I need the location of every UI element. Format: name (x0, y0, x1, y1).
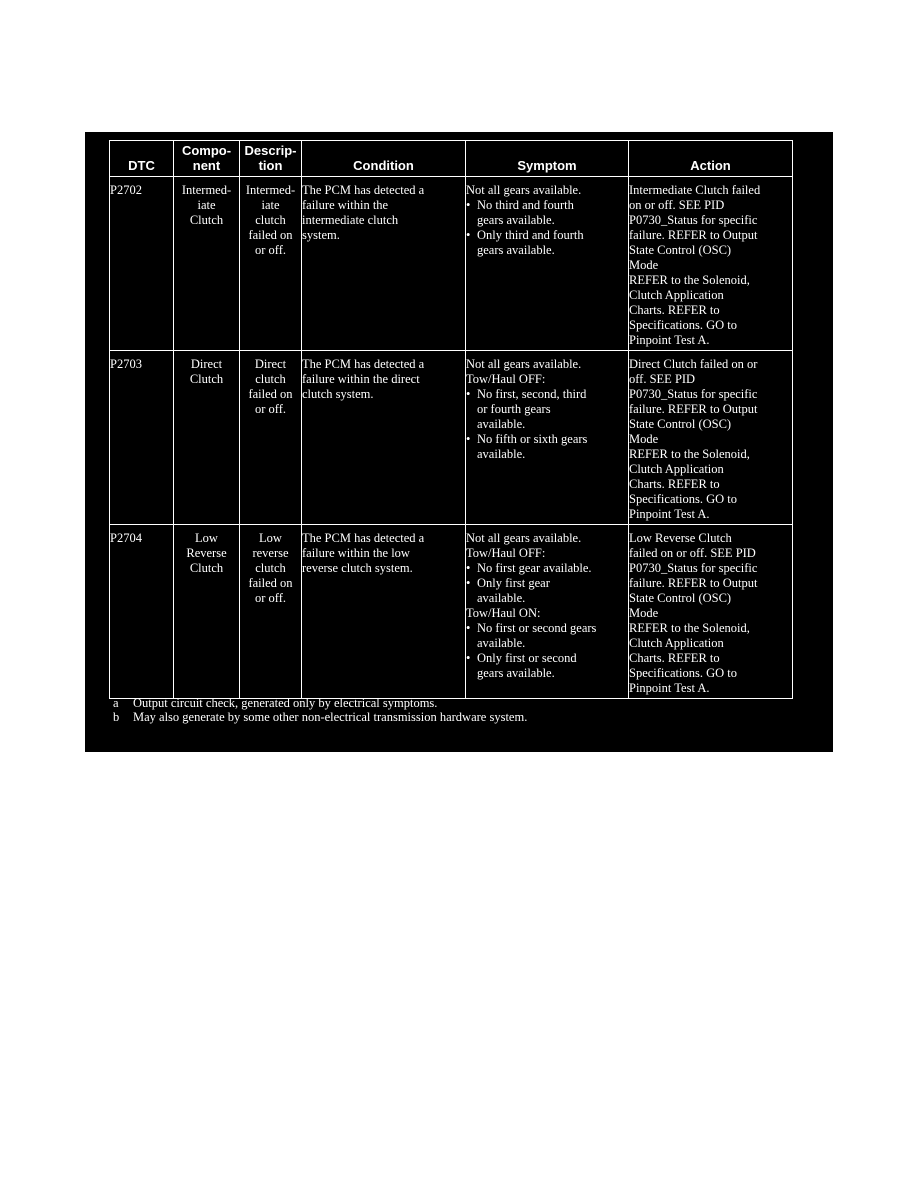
footnote-text: May also generate by some other non-electrical transmission hardware system. (133, 710, 528, 724)
action-text: failure. REFER to Output (629, 402, 758, 416)
header-dtc: DTC (110, 141, 174, 177)
action-text: Clutch Application (629, 288, 724, 302)
action-text: P0730_Status for specific (629, 213, 758, 227)
bullet-icon: • (466, 198, 471, 212)
component-cell (174, 525, 240, 699)
symptom-bullet (466, 576, 628, 591)
dtc-table (109, 140, 793, 699)
component-text: iate (197, 198, 216, 212)
footnote-text: Output circuit check, generated only by electrical symptoms. (133, 696, 438, 710)
table-row (110, 525, 793, 699)
action-text: Intermediate Clutch failed (629, 183, 761, 197)
symptom-cell (466, 525, 629, 699)
symptom-bullet-text: No first or second gears (477, 621, 597, 635)
action-text: Pinpoint Test A. (629, 681, 710, 695)
action-text: Mode (629, 258, 659, 272)
symptom-cell (466, 351, 629, 525)
action-text: Charts. REFER to (629, 303, 720, 317)
action-text: Mode (629, 606, 659, 620)
condition-text: intermediate clutch (302, 213, 399, 227)
symptom-bullet (466, 228, 628, 243)
component-text: Low (195, 531, 218, 545)
bullet-icon: • (466, 432, 471, 446)
symptom-bullet (466, 387, 628, 402)
symptom-bullet-text: or fourth gears (477, 402, 551, 416)
condition-text: The PCM has detected a (302, 357, 425, 371)
symptom-bullet-text: gears available. (477, 213, 555, 227)
header-description: Descrip- tion (240, 141, 302, 177)
bullet-icon: • (466, 561, 471, 575)
description-text: clutch (255, 561, 286, 575)
description-text: reverse (252, 546, 289, 560)
description-text: or off. (254, 591, 286, 605)
header-component: Compo- nent (174, 141, 240, 177)
action-text: State Control (OSC) (629, 591, 732, 605)
condition-cell (302, 351, 466, 525)
symptom-bullet-text: No fifth or sixth gears (477, 432, 588, 446)
component-cell (174, 351, 240, 525)
action-text: Direct Clutch failed on or (629, 357, 758, 371)
symptom-bullet-text: Only first or second (477, 651, 577, 665)
description-text: failed on (248, 228, 293, 242)
footnote (113, 696, 527, 710)
component-text: Clutch (189, 372, 224, 386)
symptom-bullet-text: available. (477, 636, 526, 650)
action-text: Specifications. GO to (629, 318, 737, 332)
dtc-code: P2703 (110, 351, 174, 525)
description-text: failed on (248, 387, 293, 401)
description-text: iate (261, 198, 280, 212)
action-text: Clutch Application (629, 636, 724, 650)
description-text: failed on (248, 576, 293, 590)
description-text: or off. (254, 402, 286, 416)
symptom-mode-label: Tow/Haul OFF: (466, 546, 546, 560)
symptom-bullet-text: available. (477, 417, 526, 431)
footnote-key: a (113, 696, 119, 710)
condition-text: system. (302, 228, 340, 242)
symptom-bullet-text: No third and fourth (477, 198, 574, 212)
action-text: Specifications. GO to (629, 492, 737, 506)
symptom-bullet-text: No first, second, third (477, 387, 587, 401)
symptom-bullet-text: No first gear available. (477, 561, 592, 575)
description-cell (240, 525, 302, 699)
table-body (110, 177, 793, 699)
action-text: on or off. SEE PID (629, 198, 725, 212)
header-condition: Condition (302, 141, 466, 177)
component-text: Intermed- (181, 183, 232, 197)
table-footnotes (113, 696, 527, 724)
description-cell (240, 177, 302, 351)
dtc-code: P2704 (110, 525, 174, 699)
condition-text: reverse clutch system. (302, 561, 413, 575)
symptom-bullet (466, 432, 628, 447)
action-text: off. SEE PID (629, 372, 696, 386)
condition-text: clutch system. (302, 387, 374, 401)
condition-text: The PCM has detected a (302, 183, 425, 197)
action-text: State Control (OSC) (629, 417, 732, 431)
description-text: Direct (254, 357, 287, 371)
description-text: clutch (255, 213, 286, 227)
condition-text: failure within the low (302, 546, 410, 560)
symptom-bullet (466, 621, 628, 636)
action-text: failure. REFER to Output (629, 576, 758, 590)
action-text: Pinpoint Test A. (629, 333, 710, 347)
description-text: Intermed- (245, 183, 296, 197)
symptom-bullet-text: available. (477, 591, 526, 605)
description-text: clutch (255, 372, 286, 386)
description-text: or off. (254, 243, 286, 257)
description-cell (240, 351, 302, 525)
symptom-bullet (466, 198, 628, 213)
description-text: Low (259, 531, 282, 545)
symptom-bullet-text: available. (477, 447, 526, 461)
bullet-icon: • (466, 387, 471, 401)
condition-text: failure within the direct (302, 372, 420, 386)
component-text: Clutch (189, 213, 224, 227)
symptom-bullet (466, 561, 628, 576)
action-text: REFER to the Solenoid, (629, 621, 750, 635)
action-text: Low Reverse Clutch (629, 531, 732, 545)
bullet-icon: • (466, 228, 471, 242)
condition-text: failure within the (302, 198, 389, 212)
symptom-lead: Not all gears available. (466, 531, 582, 545)
dtc-table-image-panel (85, 132, 833, 752)
symptom-bullet-text: Only third and fourth (477, 228, 584, 242)
action-text: REFER to the Solenoid, (629, 447, 750, 461)
symptom-lead: Not all gears available. (466, 183, 582, 197)
dtc-code: P2702 (110, 177, 174, 351)
symptom-bullet-text: Only first gear (477, 576, 550, 590)
component-text: Direct (190, 357, 223, 371)
action-text: P0730_Status for specific (629, 561, 758, 575)
component-text: Reverse (186, 546, 227, 560)
action-text: State Control (OSC) (629, 243, 732, 257)
bullet-icon: • (466, 621, 471, 635)
symptom-lead: Not all gears available. (466, 357, 582, 371)
action-text: REFER to the Solenoid, (629, 273, 750, 287)
component-text: Clutch (189, 561, 224, 575)
header-symptom: Symptom (466, 141, 629, 177)
symptom-mode-label: Tow/Haul ON: (466, 606, 541, 620)
symptom-mode-label: Tow/Haul OFF: (466, 372, 546, 386)
action-text: Specifications. GO to (629, 666, 737, 680)
table-row (110, 177, 793, 351)
symptom-bullet-text: gears available. (477, 243, 555, 257)
action-cell (629, 525, 793, 699)
action-text: failed on or off. SEE PID (629, 546, 756, 560)
action-cell (629, 351, 793, 525)
action-text: P0730_Status for specific (629, 387, 758, 401)
footnote (113, 710, 527, 724)
bullet-icon: • (466, 576, 471, 590)
action-text: Pinpoint Test A. (629, 507, 710, 521)
component-cell (174, 177, 240, 351)
symptom-bullet (466, 651, 628, 666)
table-row (110, 351, 793, 525)
action-text: Clutch Application (629, 462, 724, 476)
action-text: failure. REFER to Output (629, 228, 758, 242)
condition-text: The PCM has detected a (302, 531, 425, 545)
condition-cell (302, 177, 466, 351)
action-text: Charts. REFER to (629, 651, 720, 665)
table-header-row (110, 141, 793, 177)
action-cell (629, 177, 793, 351)
bullet-icon: • (466, 651, 471, 665)
symptom-cell (466, 177, 629, 351)
action-text: Charts. REFER to (629, 477, 720, 491)
footnote-key: b (113, 710, 120, 724)
symptom-bullet-text: gears available. (477, 666, 555, 680)
condition-cell (302, 525, 466, 699)
action-text: Mode (629, 432, 659, 446)
header-action: Action (629, 141, 793, 177)
